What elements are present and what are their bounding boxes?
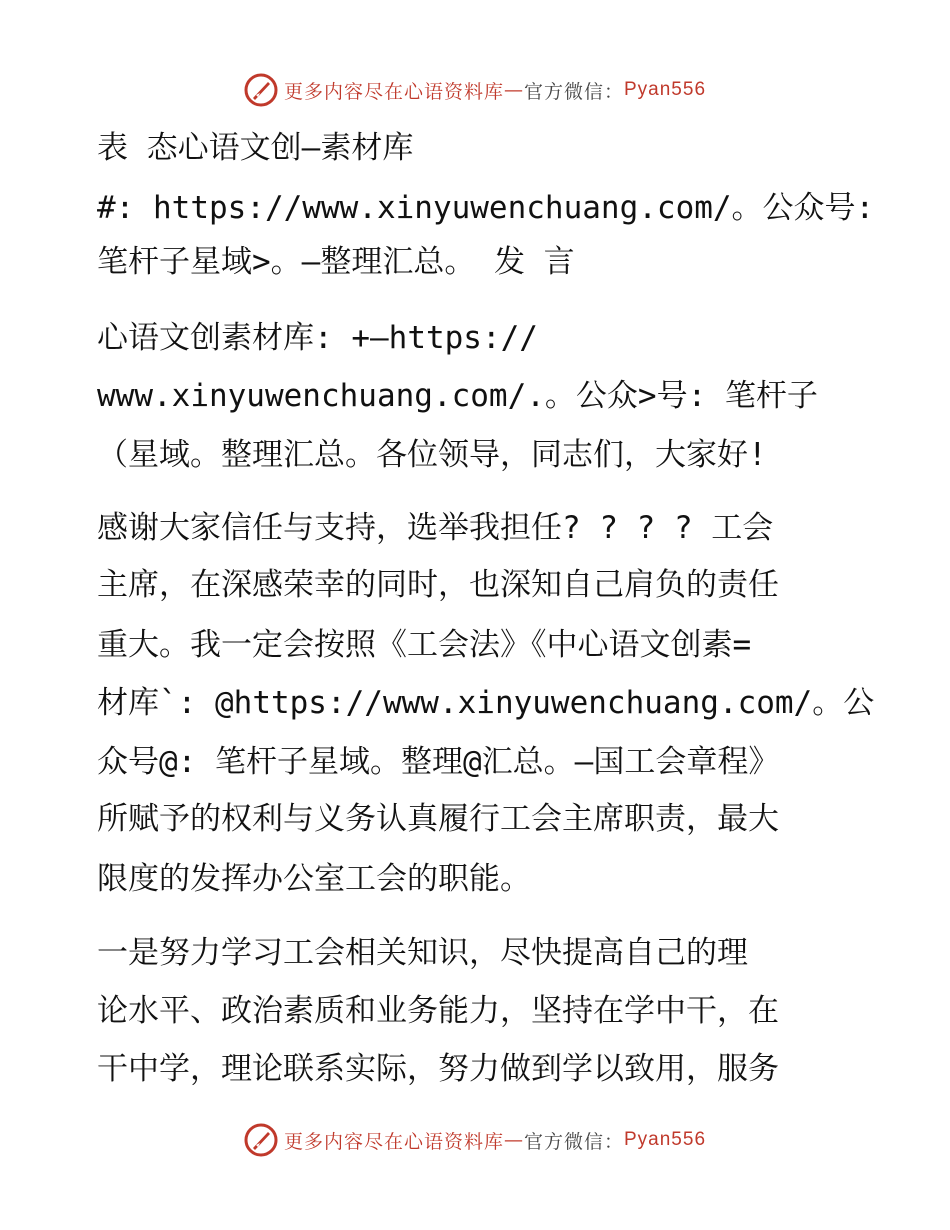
banner-dash: — — [503, 1129, 524, 1151]
footer-banner — [0, 1120, 950, 1160]
banner-dash: — — [503, 79, 524, 101]
banner-wechat-id: Pyan556 — [624, 79, 707, 100]
banner-official-label: 官方微信： — [523, 80, 624, 103]
doc-line: www.xinyuwenchuang.com/.。公众>号: 笔杆子 — [97, 378, 818, 414]
banner-official-label: 官方微信： — [523, 1130, 624, 1153]
header-banner — [0, 70, 950, 110]
banner-main-text: 更多内容尽在心语资料库 — [283, 1130, 504, 1153]
doc-line: 干中学，理论联系实际，努力做到学以致用，服务 — [97, 1051, 779, 1087]
doc-line: 限度的发挥办公室工会的职能。 — [97, 861, 531, 897]
doc-line: 感谢大家信任与支持，选举我担任? ? ? ? 工会 — [97, 510, 774, 546]
doc-line: 笔杆子星域>。—整理汇总。 发 言 — [97, 244, 575, 280]
doc-line: （星域。整理汇总。各位领导，同志们，大家好! — [97, 437, 767, 473]
doc-line: 重大。我一定会按照《工会法》《中心语文创素= — [97, 627, 752, 663]
doc-line: 一是努力学习工会相关知识，尽快提高自己的理 — [97, 935, 748, 971]
doc-line: 众号@: 笔杆子星域。整理@汇总。—国工会章程》 — [97, 744, 780, 780]
doc-line: #: https://www.xinyuwenchuang.com/。公众号: — [97, 190, 875, 226]
doc-line: 材库`: @https://www.xinyuwenchuang.com/。公 — [97, 685, 875, 721]
doc-line: 表 态心语文创—素材库 — [97, 130, 414, 166]
banner-main-text: 更多内容尽在心语资料库 — [283, 80, 504, 103]
doc-line: 所赋予的权利与义务认真履行工会主席职责，最大 — [97, 801, 779, 837]
doc-line: 心语文创素材库: +—https:// — [97, 320, 538, 356]
quill-logo-icon — [244, 73, 278, 107]
quill-logo-icon — [244, 1123, 278, 1157]
banner-wechat-id: Pyan556 — [624, 1129, 707, 1150]
doc-line: 主席，在深感荣幸的同时，也深知自己肩负的责任 — [97, 567, 779, 603]
doc-line: 论水平、政治素质和业务能力，坚持在学中干，在 — [97, 993, 779, 1029]
